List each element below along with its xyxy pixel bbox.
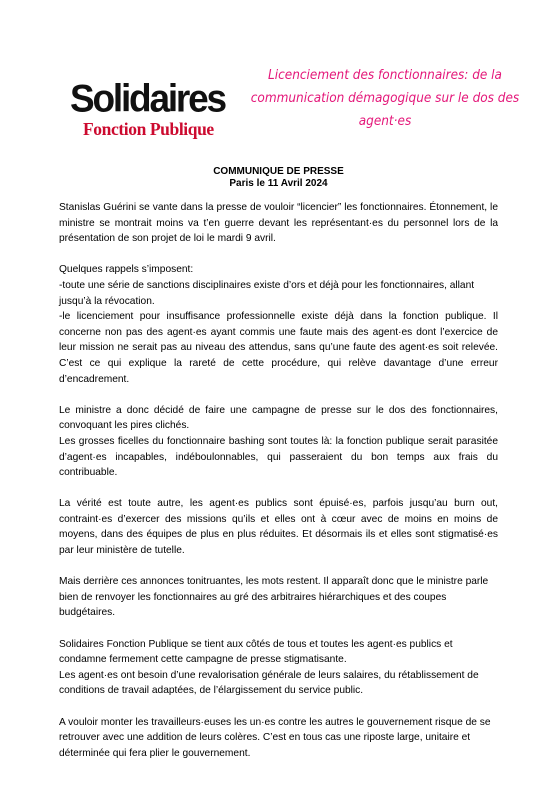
logo-subtitle: Fonction Publique bbox=[83, 119, 214, 139]
reminder-item-dismissal: -le licenciement pour insuffisance professionnelle existe déjà dans la fonction publique. Il concerne non pas des agent·es ayant commis une faute mais des agent·es dont l’exercice de leur mission ne serait pas au niveau des attendus, sans qu’une faute des agent·es soit relevée. C’est ce qui explique la rareté de cette procédure, qui relève davantage d’une erreur d’encadrement. bbox=[59, 311, 498, 385]
paragraph-campaign bbox=[59, 403, 498, 481]
press-release-heading bbox=[0, 166, 557, 190]
solidaires-logo bbox=[70, 78, 230, 140]
campaign-text-b: Les grosses ficelles du fonctionnaire bashing sont toutes là: la fonction publique serait parasitée d’agent·es incapables, indéboulonnables, qui passeraient du bon temps aux frais du contribuable. bbox=[59, 435, 498, 479]
paragraph-conclusion: A vouloir monter les travailleurs·euses les un·es contre les autres le gouvernement risque de se retrouver avec une addition de leurs colères. C’est en tous cas une riposte large, unitaire et déterminée qui fera plier le gouvernement. bbox=[59, 716, 491, 759]
paragraph-reminders bbox=[59, 262, 498, 387]
press-release-body bbox=[59, 200, 498, 777]
solidarity-text-b: Les agent·es ont besoin d’une revalorisation générale de leurs salaires, du rétablissement de conditions de travail adaptées, de l’élargissement du service public. bbox=[59, 669, 479, 697]
reminders-intro: Quelques rappels s’imposent: bbox=[59, 264, 194, 276]
press-release-date: Paris le 11 Avril 2024 bbox=[229, 178, 328, 189]
solidarity-text-a: Solidaires Fonction Publique se tient aux côtés de tous et toutes les agent·es publics et condamne fermement cette campagne de presse stigmatisante. bbox=[59, 638, 453, 666]
paragraph-truth: La vérité est toute autre, les agent·es publics sont épuisé·es, parfois jusqu’au burn out, contraint·es d’exercer des missions qu’ils et elles ont à cœur avec de moins en moins de moyens, dans des équipes de plus en plus réduites. Et désormais ils et elles sont stigmatisé·es par leur ministère de tutelle. bbox=[59, 498, 498, 557]
paragraph-intro: Stanislas Guérini se vante dans la presse de vouloir “licencier” les fonctionnaires. Étonnement, le ministre se montrait moins va t’en guerre devant les représentant·es du personnel lors de la présentation de son projet de loi le mardi 9 avril. bbox=[59, 202, 498, 245]
paragraph-announcements: Mais derrière ces annonces tonitruantes, les mots restent. Il apparaît donc que le ministre parle bien de renvoyer les fonctionnaires au gré des arbitraires hiérarchiques et des coupes budgétaires. bbox=[59, 576, 489, 619]
press-release-title: COMMUNIQUE DE PRESSE bbox=[213, 166, 344, 177]
logo-name: Solidaires bbox=[70, 76, 225, 120]
headline: Licenciement des fonctionnaires: de la communication démagogique sur le dos des agent·es bbox=[250, 68, 520, 129]
reminder-item-sanctions: -toute une série de sanctions disciplinaires existe d’ors et déjà pour les fonctionnaires, allant jusqu’à la révocation. bbox=[59, 279, 475, 307]
paragraph-solidarity bbox=[59, 637, 498, 699]
campaign-text-a: Le ministre a donc décidé de faire une campagne de presse sur le dos des fonctionnaires, convoquant les pires clichés. bbox=[59, 404, 498, 432]
